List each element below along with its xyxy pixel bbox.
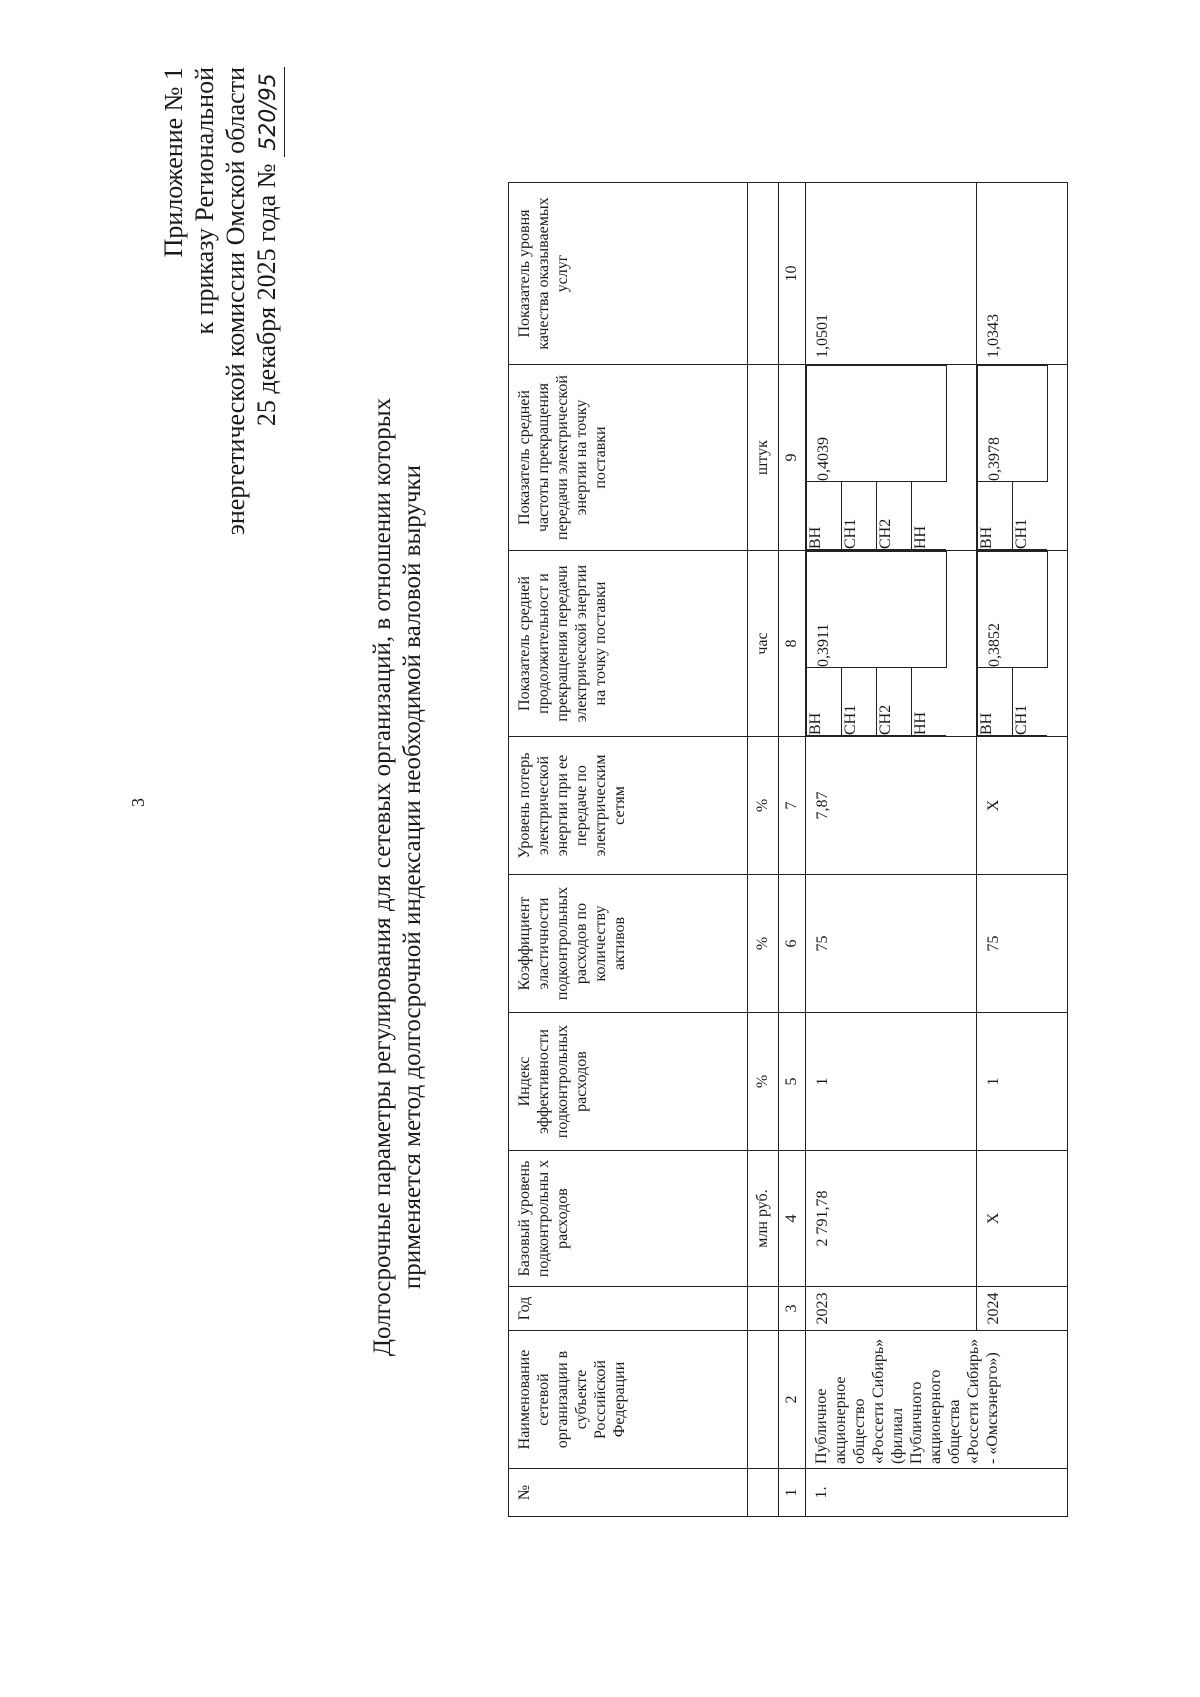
document-title (368, 257, 428, 1497)
base-level-cell: Х (977, 1151, 1068, 1287)
unit-cell: % (748, 737, 779, 875)
losses-cell: 7,87 (806, 737, 977, 875)
voltage-level: СН1 (1013, 668, 1048, 736)
voltage-level: НН (912, 482, 947, 550)
header-cell: Коэффициент эластичности подконтрольных расходов по количеству активов (509, 875, 748, 1013)
column-number: 5 (779, 1013, 806, 1151)
voltage-level: ВН (807, 668, 842, 736)
appendix-line: к приказу Региональной (190, 67, 219, 335)
header-cell: Показатель средней продолжительност и прекращения передачи электрической энергии на точку поставки (509, 551, 748, 737)
header-cell: Год (509, 1287, 748, 1331)
losses-cell: Х (977, 737, 1068, 875)
voltage-level: СН2 (877, 668, 912, 736)
column-number: 8 (779, 551, 806, 737)
unit-cell (748, 183, 779, 365)
appendix-order-line (251, 67, 285, 627)
frequency-value: 0,3978 (978, 366, 1048, 482)
voltage-level: ВН (978, 482, 1013, 550)
elasticity-cell: 75 (977, 875, 1068, 1013)
header-cell: Базовый уровень подконтрольны х расходов (509, 1151, 748, 1287)
appendix-line: Приложение № 1 (159, 67, 188, 258)
column-number: 9 (779, 365, 806, 551)
header-cell: Показатель средней частоты прекращения передачи электрической энергии на точку поставки (509, 365, 748, 551)
parameters-table (508, 182, 1068, 1517)
duration-cell (977, 551, 1068, 737)
order-number-handwritten: 520/95 (253, 67, 285, 157)
table-units-row (748, 183, 779, 1517)
unit-cell: % (748, 1013, 779, 1151)
efficiency-index-cell: 1 (806, 1013, 977, 1151)
frequency-subtable (977, 365, 1048, 550)
unit-cell: % (748, 875, 779, 1013)
voltage-level: НН (912, 668, 947, 736)
frequency-value: 0,4039 (807, 366, 947, 482)
voltage-level: ВН (978, 668, 1013, 736)
org-name: Публичное акционерное общество «Россети Сибирь» (филиал Публичного акционерного общества «Россети Сибирь» - «Омскэнерго») (806, 1331, 1068, 1469)
voltage-level: СН1 (1013, 482, 1048, 550)
table-row (806, 183, 977, 1517)
quality-cell: 1,0343 (977, 183, 1068, 365)
unit-cell (748, 1469, 779, 1517)
voltage-level: СН1 (842, 668, 877, 736)
unit-cell: час (748, 551, 779, 737)
voltage-level: СН2 (877, 482, 912, 550)
unit-cell: млн руб. (748, 1151, 779, 1287)
frequency-cell (977, 365, 1068, 551)
order-date: 25 декабря 2025 года № (252, 163, 281, 427)
frequency-cell (806, 365, 977, 551)
year-cell: 2024 (977, 1287, 1068, 1331)
unit-cell (748, 1287, 779, 1331)
header-cell: Показатель уровня качества оказываемых услуг (509, 183, 748, 365)
header-cell: Наименование сетевой организации в субъекте Российской Федерации (509, 1331, 748, 1469)
column-number: 10 (779, 183, 806, 365)
header-cell: Индекс эффективности подконтрольных расходов (509, 1013, 748, 1151)
duration-subtable (977, 551, 1048, 736)
table-row (977, 183, 1068, 1517)
page-number: 3 (128, 798, 148, 807)
duration-value: 0,3911 (807, 552, 947, 668)
column-number: 7 (779, 737, 806, 875)
column-number: 3 (779, 1287, 806, 1331)
quality-cell: 1,0501 (806, 183, 977, 365)
appendix-header (158, 67, 285, 627)
elasticity-cell: 75 (806, 875, 977, 1013)
header-cell: Уровень потерь электрической энергии при ее передаче по электрическим сетям (509, 737, 748, 875)
base-level-cell: 2 791,78 (806, 1151, 977, 1287)
duration-value: 0,3852 (978, 552, 1048, 668)
efficiency-index-cell: 1 (977, 1013, 1068, 1151)
year-cell: 2023 (806, 1287, 977, 1331)
org-index: 1. (806, 1469, 1068, 1517)
column-number: 6 (779, 875, 806, 1013)
table-header-row (509, 183, 748, 1517)
duration-cell (806, 551, 977, 737)
frequency-subtable (806, 365, 947, 550)
column-number: 1 (779, 1469, 806, 1517)
column-number: 4 (779, 1151, 806, 1287)
duration-subtable (806, 551, 947, 736)
table-column-numbers-row (779, 183, 806, 1517)
header-cell: № (509, 1469, 748, 1517)
voltage-level: ВН (807, 482, 842, 550)
appendix-line: энергетической комиссии Омской области (221, 67, 250, 536)
unit-cell: штук (748, 365, 779, 551)
voltage-level: СН1 (842, 482, 877, 550)
title-line: применяется метод долгосрочной индексации необходимой валовой выручки (399, 464, 426, 1290)
title-line: Долгосрочные параметры регулирования для сетевых организаций, в отношении которых (369, 397, 396, 1357)
column-number: 2 (779, 1331, 806, 1469)
unit-cell (748, 1331, 779, 1469)
